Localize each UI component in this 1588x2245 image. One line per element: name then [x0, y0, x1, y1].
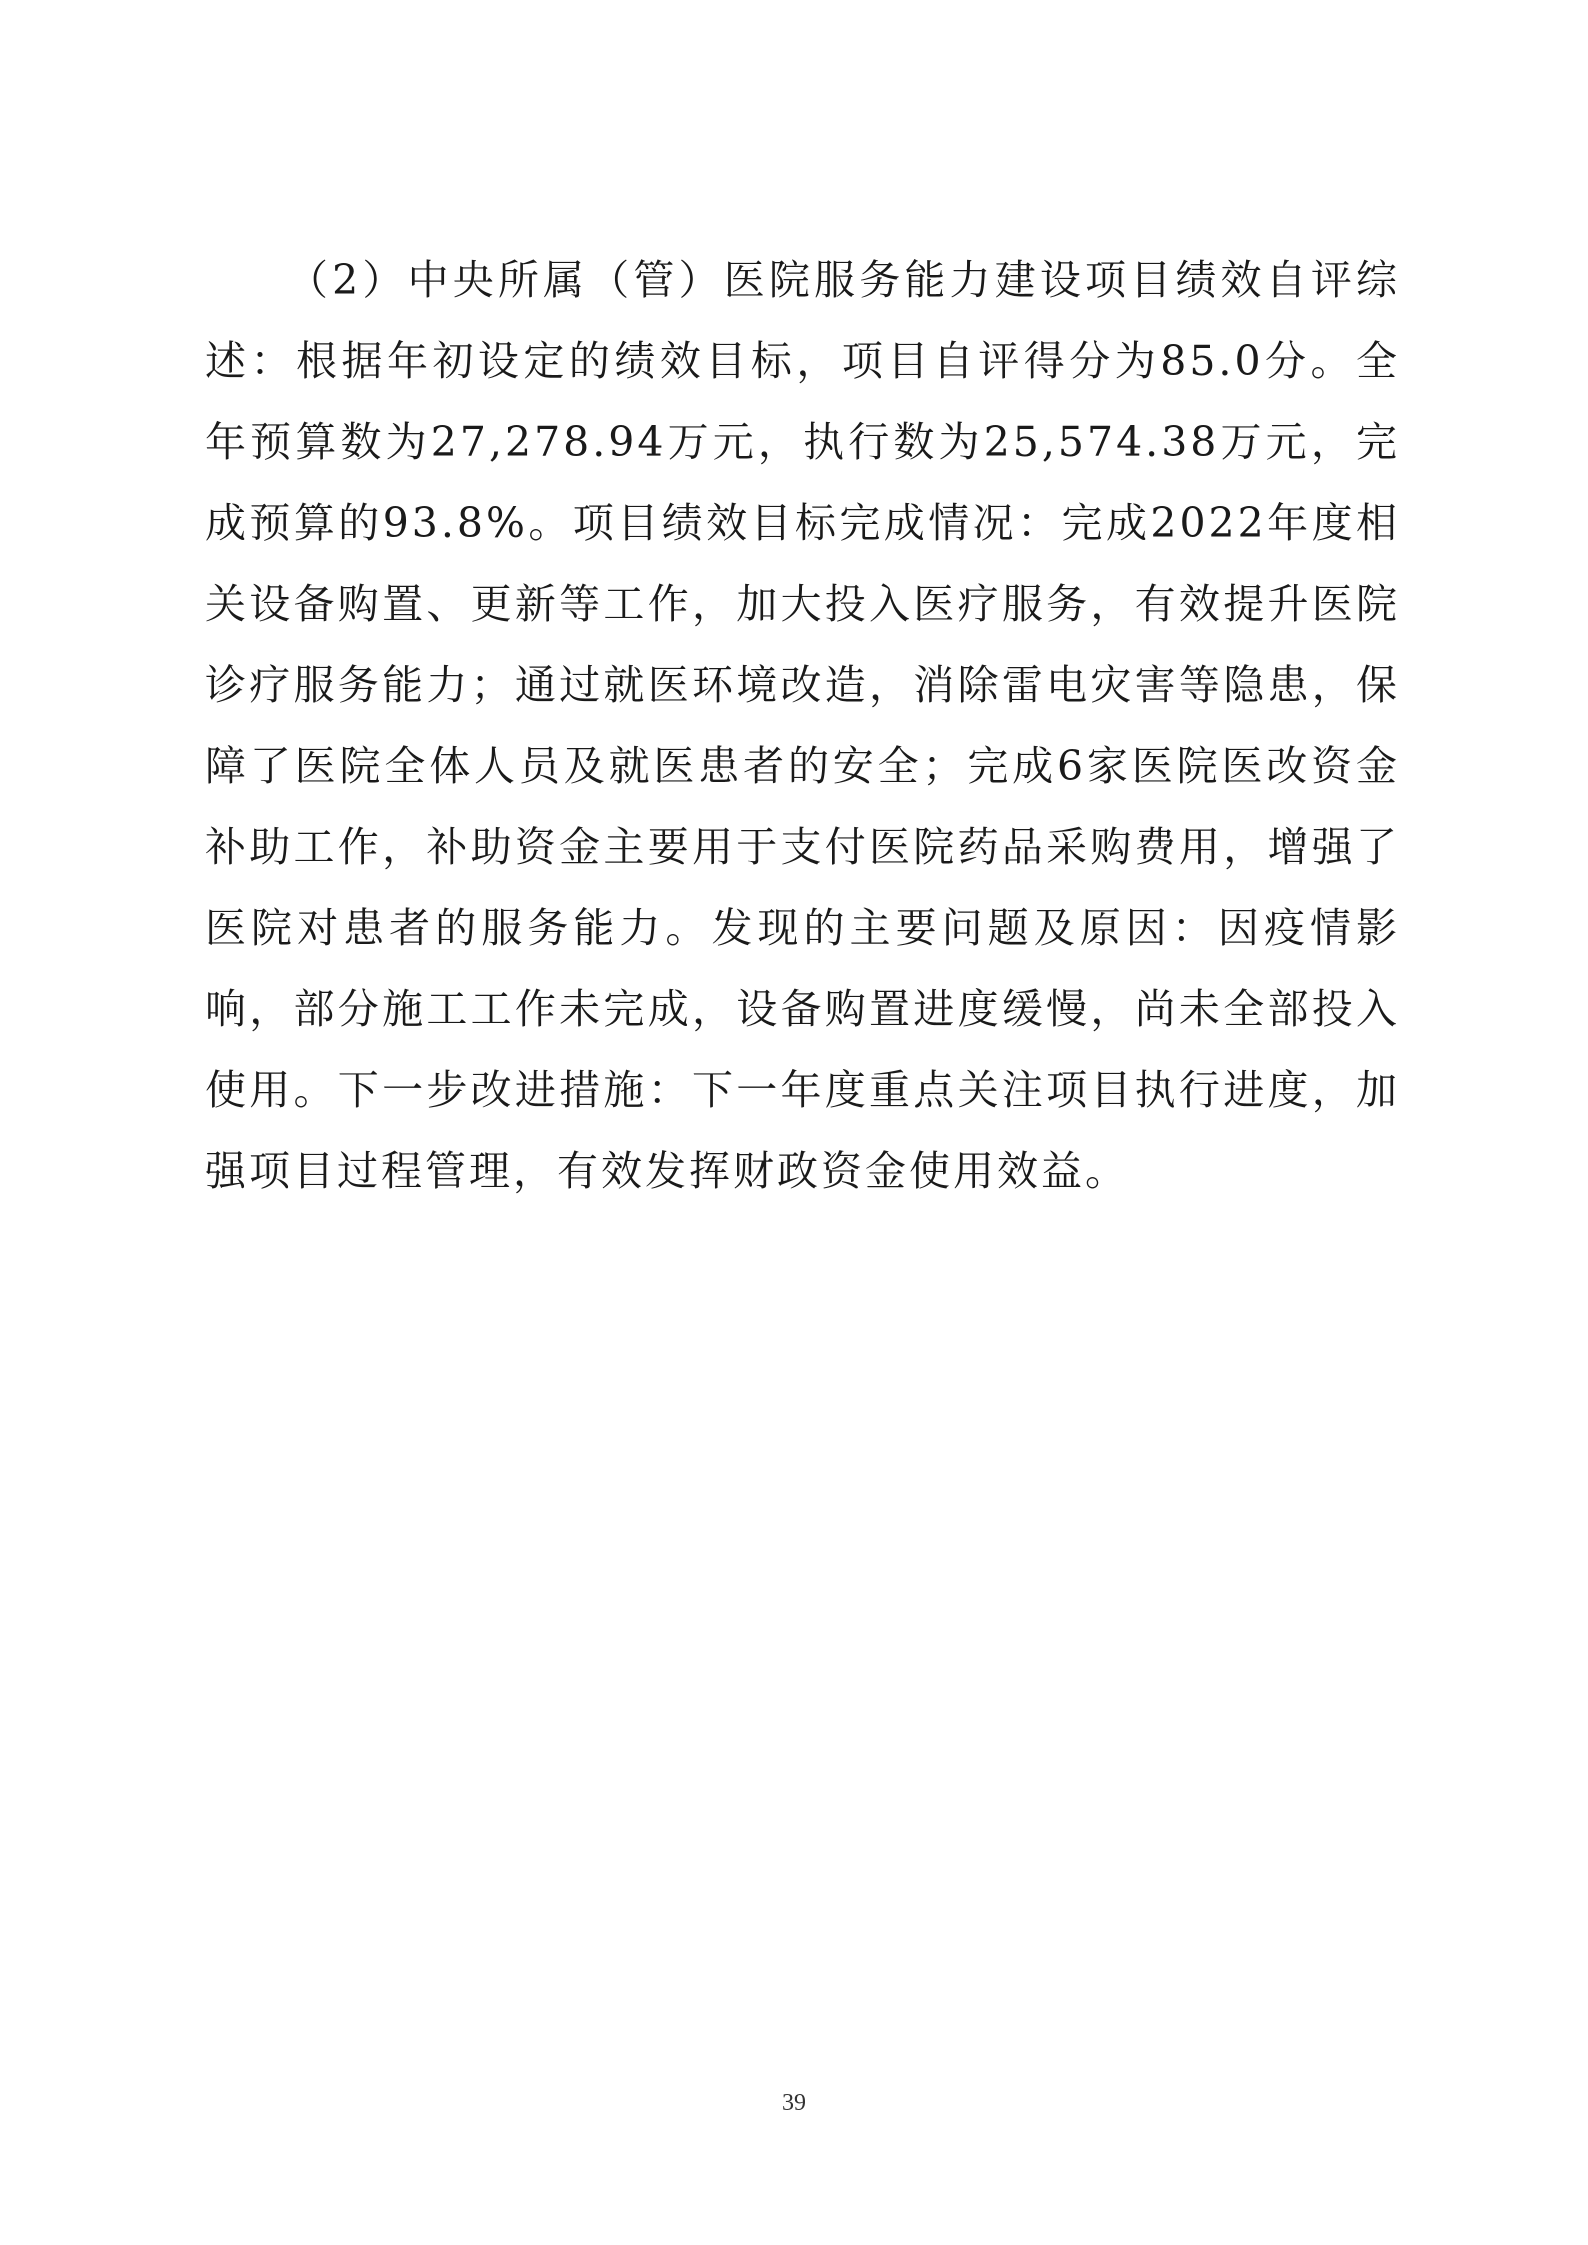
- page-number: 39: [782, 2090, 806, 2116]
- body-paragraph: （2）中央所属（管）医院服务能力建设项目绩效自评综述：根据年初设定的绩效目标，项目自评得分为85.0分。全年预算数为27,278.94万元，执行数为25,574.38万元，完成预算的93.8%。项目绩效目标完成情况：完成2022年度相关设备购置、更新等工作，加大投入医疗服务，有效提升医院诊疗服务能力；通过就医环境改造，消除雷电灾害等隐患，保障了医院全体人员及就医患者的安全；完成6家医院医改资金补助工作，补助资金主要用于支付医院药品采购费用，增强了医院对患者的服务能力。发现的主要问题及原因：因疫情影响，部分施工工作未完成，设备购置进度缓慢，尚未全部投入使用。下一步改进措施：下一年度重点关注项目执行进度，加强项目过程管理，有效发挥财政资金使用效益。: [205, 256, 1400, 1195]
